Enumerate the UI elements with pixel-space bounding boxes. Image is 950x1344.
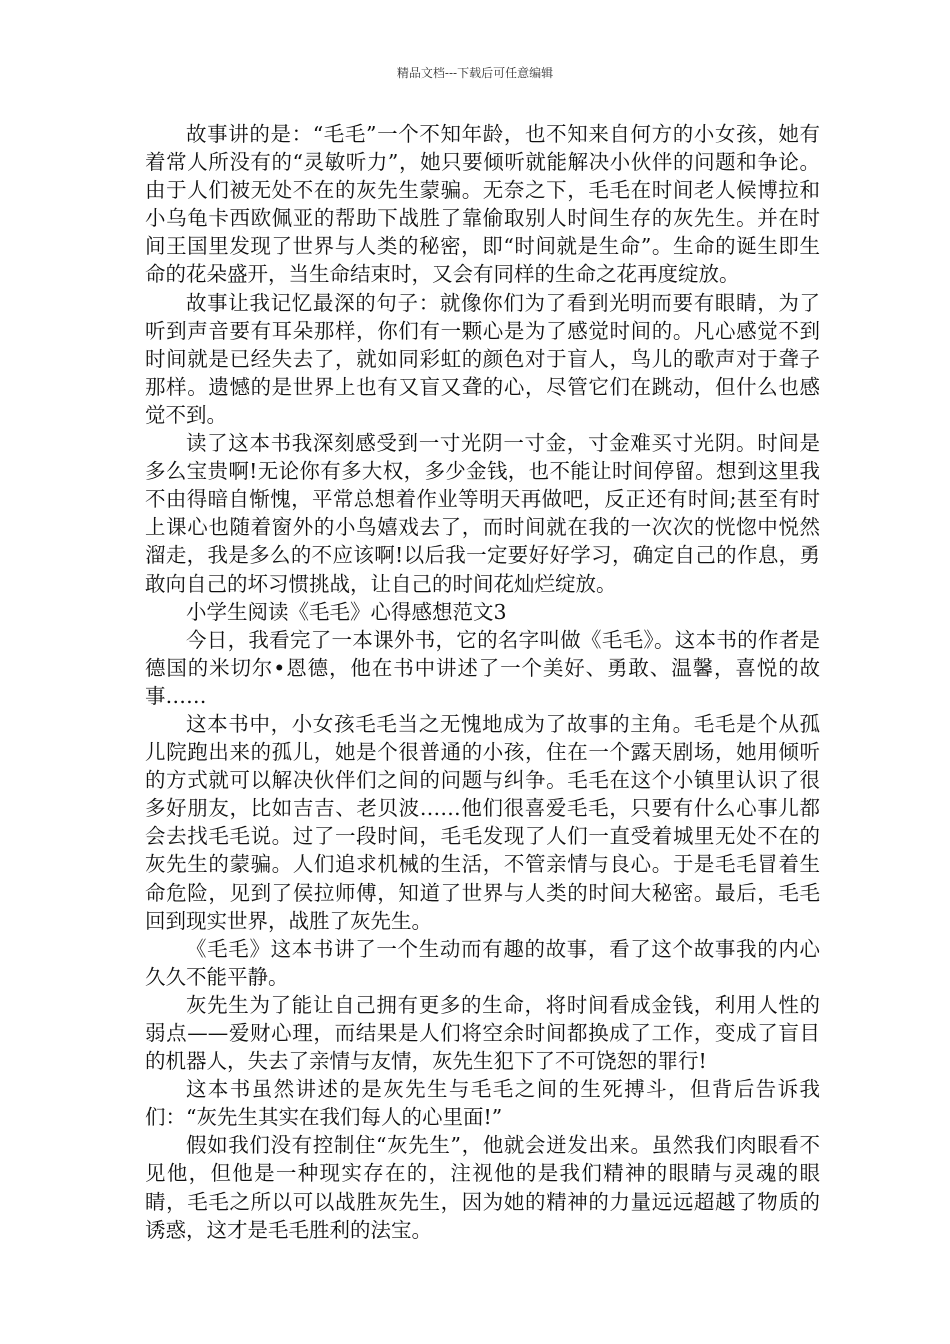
paragraph-memorable-quote: 故事让我记忆最深的句子：就像你们为了看到光明而要有眼睛，为了听到声音要有耳朵那样，你们有一颗心是为了感觉时间的。凡心感觉不到时间就是已经失去了，就如同彩虹的颜色对于盲人，鸟儿的歌声对于聋子那样。遗憾的是世界上也有又盲又聋的心，尽管它们在跳动，但什么也感觉不到。 [145, 290, 820, 427]
paragraph-grey-men: 灰先生为了能让自己拥有更多的生命，将时间看成金钱，利用人性的弱点——爱财心理，而结果是人们将空余时间都换成了工作，变成了盲目的机器人，失去了亲情与友情，灰先生犯下了不可饶恕的罪行! [145, 992, 820, 1074]
paragraph-conclusion: 假如我们没有控制住“灰先生”，他就会迸发出来。虽然我们肉眼看不见他，但他是一种现实存在的，注视他的是我们精神的眼睛与灵魂的眼睛，毛毛之所以可以战胜灰先生，因为她的精神的力量远远超越了物质的诱惑，这才是毛毛胜利的法宝。 [145, 1133, 820, 1242]
paragraph-impression: 《毛毛》这本书讲了一个生动而有趣的故事，看了这个故事我的内心久久不能平静。 [145, 936, 820, 989]
paragraph-reflection: 读了这本书我深刻感受到一寸光阴一寸金，寸金难买寸光阴。时间是多么宝贵啊!无论你有多大权，多少金钱，也不能让时间停留。想到这里我不由得暗自惭愧，平常总想着作业等明天再做吧，反正还有时间;甚至有时上课心也随着窗外的小鸟嬉戏去了，而时间就在我的一次次的恍惚中悦然溜走，我是多么的不应该啊!以后我一定要好好学习，确定自己的作息，勇敢向自己的坏习惯挑战，让自己的时间花灿烂绽放。 [145, 431, 820, 596]
paragraph-intro: 今日，我看完了一本课外书，它的名字叫做《毛毛》。这本书的作者是德国的米切尔•恩德，他在书中讲述了一个美好、勇敢、温馨，喜悦的故事…… [145, 627, 820, 708]
section-heading: 小学生阅读《毛毛》心得感想范文3 [186, 599, 507, 624]
paragraph-lesson: 这本书虽然讲述的是灰先生与毛毛之间的生死搏斗，但背后告诉我们：“灰先生其实在我们每人的心里面!” [145, 1077, 820, 1130]
paragraph-story-summary: 故事讲的是：“毛毛”一个不知年龄，也不知来自何方的小女孩，她有着常人所没有的“灵敏听力”，她只要倾听就能解决小伙伴的问题和争论。由于人们被无处不在的灰先生蒙骗。无奈之下，毛毛在时间老人候博拉和小乌龟卡西欧佩亚的帮助下战胜了靠偷取别人时间生存的灰先生。并在时间王国里发现了世界与人类的秘密，即“时间就是生命”。生命的诞生即生命的花朵盛开，当生命结束时，又会有同样的生命之花再度绽放。 [145, 122, 820, 287]
document-body [145, 120, 820, 1244]
paragraph-plot: 这本书中，小女孩毛毛当之无愧地成为了故事的主角。毛毛是个从孤儿院跑出来的孤儿，她是个很普通的小孩，住在一个露天剧场，她用倾听的方式就可以解决伙伴们之间的问题与纠争。毛毛在这个小镇里认识了很多好朋友，比如吉吉、老贝波……他们很喜爱毛毛，只要有什么心事儿都会去找毛毛说。过了一段时间，毛毛发现了人们一直受着城里无处不在的灰先生的蒙骗。人们追求机械的生活，不管亲情与良心。于是毛毛冒着生命危险，见到了侯拉师傅，知道了世界与人类的时间大秘密。最后，毛毛回到现实世界，战胜了灰先生。 [145, 711, 820, 933]
page-header: 精品文档---下载后可任意编辑 [396, 66, 554, 80]
